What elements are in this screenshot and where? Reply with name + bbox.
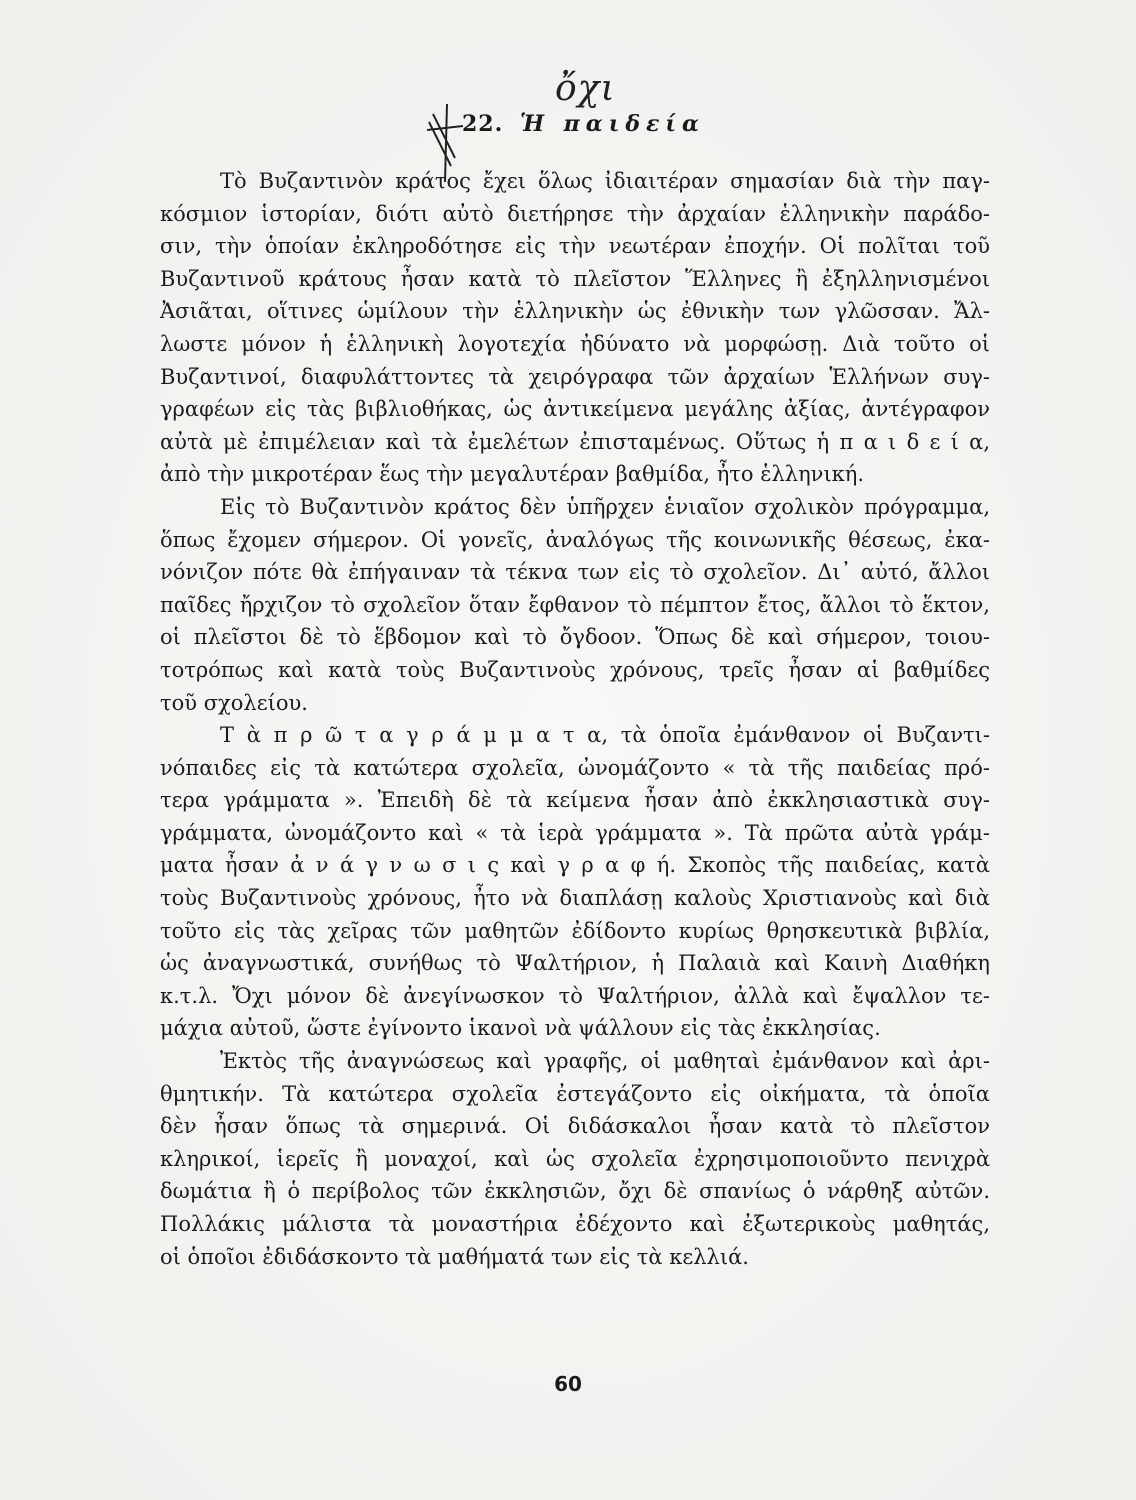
text-line: νόνιζον πότε θὰ ἐπήγαιναν τὰ τέκνα των εἰς τὸ σχολεῖον. Δι᾽ αὐτό, ἄλλοι: [160, 560, 990, 585]
text-line: κληρικοί, ἱερεῖς ἢ μοναχοί, καὶ ὡς σχολεῖα ἐχρησιμοποιοῦντο πενιχρὰ: [160, 1146, 990, 1171]
text-line: αὐτὰ μὲ ἐπιμέλειαν καὶ τὰ ἐμελέτων ἐπισταμένως. Οὕτως ἡ π α ι δ ε ί α,: [160, 429, 990, 454]
text-line: Τ ὰ π ρ ῶ τ α γ ρ ά μ μ α τ α, τὰ ὁποῖα ἐμάνθανον οἱ Βυζαντι-: [220, 723, 990, 748]
text-line: τοῦ σχολείου.: [160, 690, 308, 715]
text-line: Τὸ Βυζαντινὸν κράτος ἔχει ὅλως ἰδιαιτέραν σημασίαν διὰ τὴν παγ-: [220, 169, 990, 193]
text-line: Ἐκτὸς τῆς ἀναγνώσεως καὶ γραφῆς, οἱ μαθηταὶ ἐμάνθανον καὶ ἀρι-: [220, 1049, 990, 1074]
text-line: Βυζαντινοῦ κράτους ἦσαν κατὰ τὸ πλεῖστον Ἕλληνες ἢ ἐξηλληνισμένοι: [160, 266, 990, 291]
text-line: τοὺς Βυζαντινοὺς χρόνους, ἦτο νὰ διαπλάσῃ καλοὺς Χριστιανοὺς καὶ διὰ: [160, 886, 990, 911]
text-line: κ.τ.λ. Ὄχι μόνον δὲ ἀνεγίνωσκον τὸ Ψαλτήριον, ἀλλὰ καὶ ἔψαλλον τε-: [160, 983, 990, 1008]
text-line: τοτρόπως καὶ κατὰ τοὺς Βυζαντινοὺς χρόνους, τρεῖς ἦσαν αἱ βαθμίδες: [160, 657, 990, 682]
section-heading: [462, 111, 705, 137]
text-line: οἱ ὁποῖοι ἐδιδάσκοντο τὰ μαθήματά των εἰς τὰ κελλιά.: [160, 1244, 749, 1269]
text-line: θμητικήν. Τὰ κατώτερα σχολεῖα ἐστεγάζοντο εἰς οἰκήματα, τὰ ὁποῖα: [160, 1081, 990, 1106]
text-line: ὅπως ἔχομεν σήμερον. Οἱ γονεῖς, ἀναλόγως τῆς κοινωνικῆς θέσεως, ἐκα-: [160, 527, 990, 552]
text-line: ἀπὸ τὴν μικροτέραν ἕως τὴν μεγαλυτέραν βαθμίδα, ἦτο ἑλληνική.: [160, 462, 865, 487]
text-line: τερα γράμματα ». Ἐπειδὴ δὲ τὰ κείμενα ἦσαν ἀπὸ ἐκκλησιαστικὰ συγ-: [160, 788, 990, 813]
handwritten-margin-note: ὄχι: [555, 68, 616, 109]
page-number: 60: [554, 1372, 582, 1396]
text-line: δωμάτια ἢ ὁ περίβολος τῶν ἐκκλησιῶν, ὄχι δὲ σπανίως ὁ νάρθηξ αὐτῶν.: [160, 1179, 990, 1204]
text-line: γραφέων εἰς τὰς βιβλιοθήκας, ὡς ἀντικείμενα μεγάλης ἀξίας, ἀντέγραφον: [160, 397, 990, 422]
text-line: σιν, τὴν ὁποίαν ἐκληροδότησε εἰς τὴν νεωτέραν ἐποχήν. Οἱ πολῖται τοῦ: [160, 234, 990, 259]
text-line: Βυζαντινοί, διαφυλάττοντες τὰ χειρόγραφα τῶν ἀρχαίων Ἑλλήνων συγ-: [160, 364, 990, 389]
body-text: [160, 165, 990, 1273]
text-line: οἱ πλεῖστοι δὲ τὸ ἕβδομον καὶ τὸ ὄγδοον. Ὅπως δὲ καὶ σήμερον, τοιου-: [160, 625, 990, 650]
text-line: ὡς ἀναγνωστικά, συνήθως τὸ Ψαλτήριον, ἡ Παλαιὰ καὶ Καινὴ Διαθήκη: [160, 951, 990, 976]
text-line: Πολλάκις μάλιστα τὰ μοναστήρια ἐδέχοντο καὶ ἐξωτερικοὺς μαθητάς,: [160, 1212, 990, 1236]
text-line: παῖδες ἤρχιζον τὸ σχολεῖον ὅταν ἔφθανον τὸ πέμπτον ἔτος, ἄλλοι τὸ ἕκτον,: [160, 592, 990, 617]
text-line: Εἰς τὸ Βυζαντινὸν κράτος δὲν ὑπῆρχεν ἑνιαῖον σχολικὸν πρόγραμμα,: [220, 494, 990, 519]
text-line: δὲν ἦσαν ὅπως τὰ σημερινά. Οἱ διδάσκαλοι ἦσαν κατὰ τὸ πλεῖστον: [160, 1114, 990, 1139]
text-line: κόσμιον ἱστορίαν, διότι αὐτὸ διετήρησε τὴν ἀρχαίαν ἑλληνικὴν παράδο-: [160, 201, 990, 226]
section-title: Ἡ παιδεία: [519, 111, 705, 137]
text-line: Ἀσιᾶται, οἵτινες ὡμίλουν τὴν ἑλληνικὴν ὡς ἐθνικὴν των γλῶσσαν. Ἄλ-: [160, 299, 990, 324]
text-line: λωστε μόνον ἡ ἑλληνικὴ λογοτεχία ἠδύνατο νὰ μορφώσῃ. Διὰ τοῦτο οἱ: [160, 331, 990, 356]
section-number: 22.: [462, 111, 504, 137]
text-line: τοῦτο εἰς τὰς χεῖρας τῶν μαθητῶν ἐδίδοντο κυρίως θρησκευτικὰ βιβλία,: [160, 918, 990, 943]
text-line: γράμματα, ὠνομάζοντο καὶ « τὰ ἱερὰ γράμματα ». Τὰ πρῶτα αὐτὰ γράμ-: [160, 820, 990, 845]
text-line: ματα ἦσαν ἀ ν ά γ ν ω σ ι ς καὶ γ ρ α φ ή. Σκοπὸς τῆς παιδείας, κατὰ: [160, 853, 990, 878]
text-line: μάχια αὐτοῦ, ὥστε ἐγίνοντο ἱκανοὶ νὰ ψάλλουν εἰς τὰς ἐκκλησίας.: [160, 1016, 881, 1041]
text-line: νόπαιδες εἰς τὰ κατώτερα σχολεῖα, ὠνομάζοντο « τὰ τῆς παιδείας πρό-: [160, 755, 990, 780]
